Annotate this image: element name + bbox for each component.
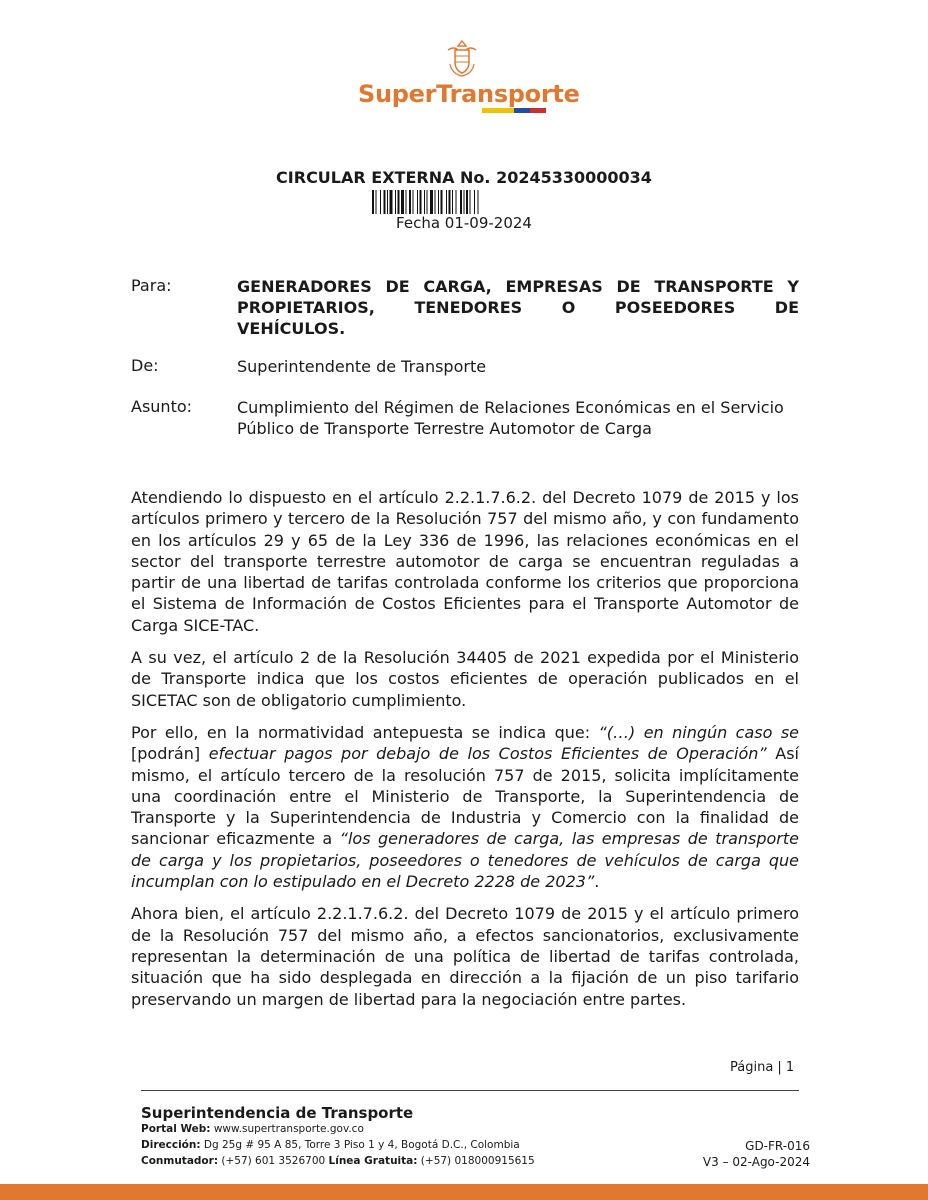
- para-line-1: GENERADORES DE CARGA, EMPRESAS DE TRANSPORTE Y: [237, 277, 799, 296]
- page-number: Página | 1: [730, 1060, 795, 1075]
- footer-org-name: Superintendencia de Transporte: [141, 1104, 414, 1122]
- document-title: CIRCULAR EXTERNA No. 20245330000034: [276, 168, 652, 187]
- brand-name: SuperTransporte: [358, 80, 580, 108]
- address-label: Dirección:: [141, 1139, 201, 1151]
- barcode-image: [372, 190, 552, 214]
- de-label: De:: [131, 356, 159, 375]
- portal-link[interactable]: www.supertransporte.gov.co: [210, 1123, 364, 1135]
- de-value: Superintendente de Transporte: [237, 357, 487, 376]
- para-label: Para:: [131, 276, 172, 295]
- switchboard-value: (+57) 601 3526700: [218, 1155, 329, 1167]
- paragraph-3-text-b: [podrán]: [131, 744, 209, 764]
- colombia-flag-stripe: [482, 108, 546, 113]
- asunto-value: Cumplimiento del Régimen de Relaciones Económicas en el Servicio Público de Transporte Terrestre Automotor de Carga: [237, 398, 784, 438]
- footer-portal: [141, 1123, 364, 1135]
- paragraph-3-text-c: Así mismo, el artículo tercero de la resolución 757 de 2015, solicita implícitamente una coordinación entre el Ministerio de Transporte, la Superintendencia de Transporte y la Superintendencia de Industria y Comercio con la finalidad de sancionar eficazmente a: [131, 744, 799, 849]
- footer-color-band: [0, 1184, 928, 1200]
- para-line-3: VEHÍCULOS.: [237, 319, 346, 338]
- paragraph-3: [131, 722, 799, 892]
- address-value: Dg 25g # 95 A 85, Torre 3 Piso 1 y 4, Bogotá D.C., Colombia: [200, 1139, 520, 1151]
- toll-free-value: (+57) 018000915615: [417, 1155, 535, 1167]
- asunto-label: Asunto:: [131, 397, 193, 416]
- paragraph-2: A su vez, el artículo 2 de la Resolución 34405 de 2021 expedida por el Ministerio de Transporte indica que los costos eficientes de operación publicados en el SICETAC son de obligatorio cumplimiento.: [131, 648, 799, 710]
- toll-free-label: Línea Gratuita:: [328, 1155, 418, 1167]
- para-line-2: PROPIETARIOS, TENEDORES O POSEEDORES DE: [237, 298, 799, 317]
- footer-address: [141, 1139, 520, 1151]
- paragraph-3-quote-1: “(…) en ningún caso se: [598, 722, 800, 742]
- para-value: [237, 276, 799, 339]
- portal-label: Portal Web:: [141, 1123, 211, 1135]
- footer-divider: [141, 1090, 799, 1091]
- supertransporte-logo: [358, 38, 580, 120]
- document-body: [131, 487, 799, 1021]
- form-version: V3 – 02-Ago-2024: [702, 1155, 810, 1169]
- switchboard-label: Conmutador:: [141, 1155, 219, 1167]
- paragraph-3-text-a: Por ello, en la normatividad antepuesta se indica que:: [131, 722, 599, 742]
- paragraph-4: Ahora bien, el artículo 2.2.1.7.6.2. del Decreto 1079 de 2015 y el artículo primero de la Resolución 757 del mismo año, a efectos sancionatorios, exclusivamente representan la determinación de una política de libertad de tarifas controlada, situación que ha sido desplegada en dirección a la fijación de un piso tarifario preservando un margen de libertad para la negociación entre partes.: [131, 904, 799, 1009]
- form-code: GD-FR-016: [745, 1139, 810, 1153]
- paragraph-3-quote-3: “los generadores de carga, las empresas de transporte de carga y los propietarios, poseedores o tenedores de vehículos de carga que incumplan con lo estipulado en el Decreto 2228 de 2023”: [131, 829, 799, 892]
- paragraph-1: Atendiendo lo dispuesto en el artículo 2.2.1.7.6.2. del Decreto 1079 de 2015 y los artículos primero y tercero de la Resolución 757 del mismo año, y con fundamento en los artículos 29 y 65 de la Ley 336 de 1996, las relaciones económicas en el sector del transporte terrestre automotor de carga se encuentran reguladas a partir de una libertad de tarifas controlada conforme los criterios que proporciona el Sistema de Información de Costos Eficientes para el Transporte Automotor de Carga SICE-TAC.: [131, 488, 799, 635]
- document-date: Fecha 01-09-2024: [396, 214, 532, 232]
- coat-of-arms-icon: [442, 38, 482, 78]
- paragraph-3-text-d: .: [594, 872, 600, 892]
- paragraph-3-quote-2: efectuar pagos por debajo de los Costos Eficientes de Operación”: [208, 744, 767, 764]
- footer-phones: [141, 1155, 535, 1167]
